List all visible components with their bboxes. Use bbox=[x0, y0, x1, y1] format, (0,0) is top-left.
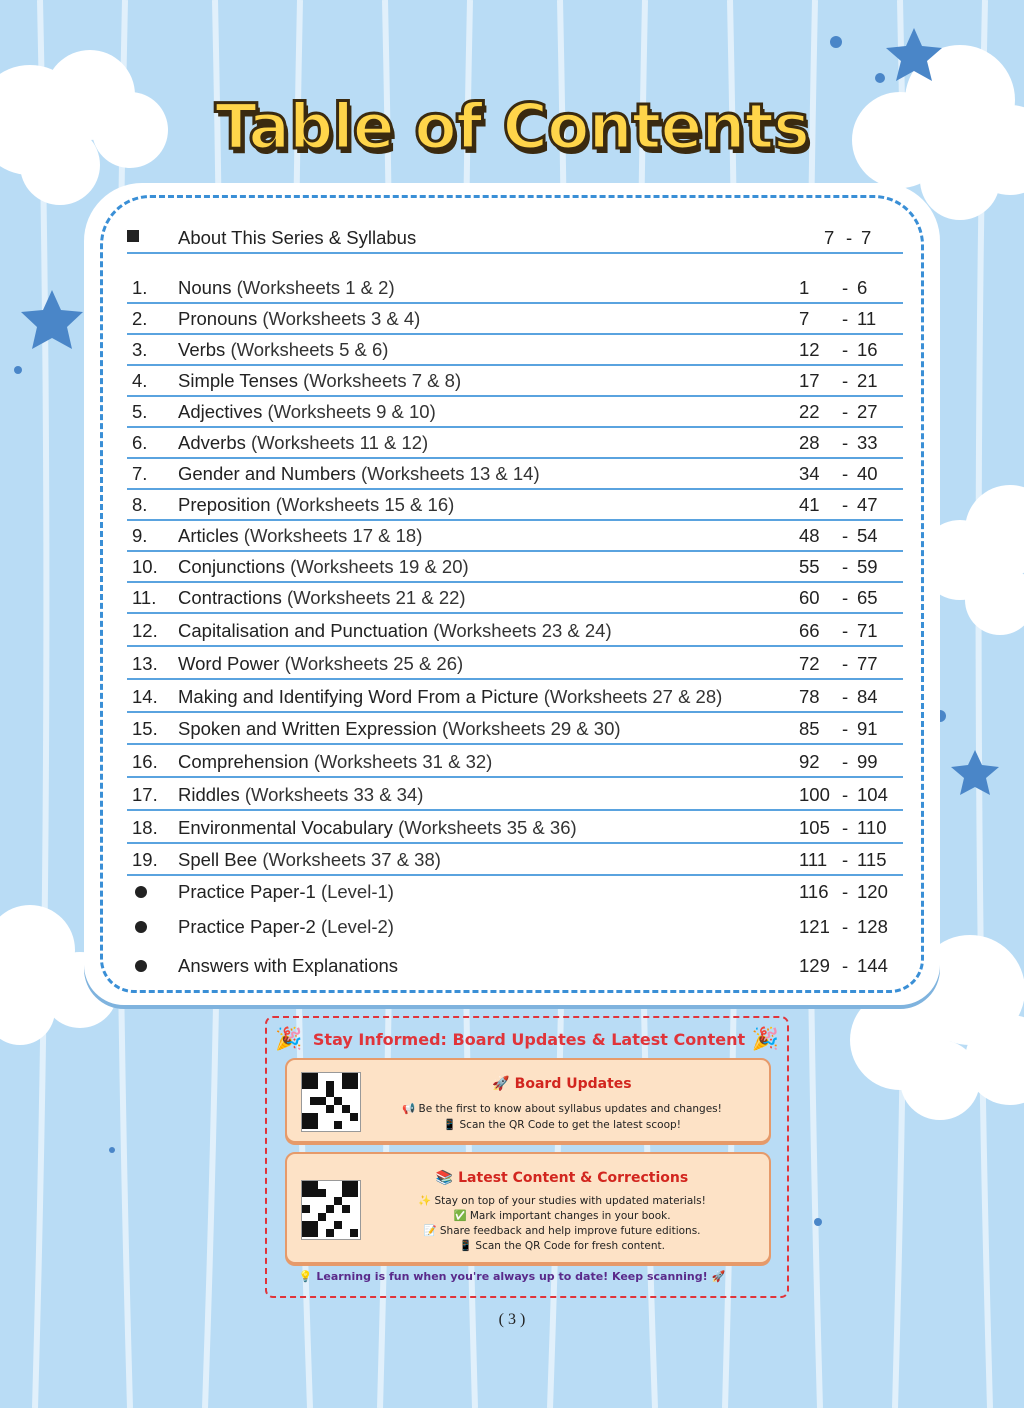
toc-topic bbox=[178, 784, 423, 806]
toc-topic-name: Practice Paper-1 bbox=[178, 881, 316, 902]
toc-row bbox=[127, 779, 903, 811]
toc-page-end: 16 bbox=[857, 339, 878, 360]
latest-content-heading: 📚 Latest Content & Corrections bbox=[435, 1170, 689, 1186]
toc-topic bbox=[178, 955, 398, 977]
toc-page-start: 85 bbox=[799, 718, 820, 739]
toc-row-extra bbox=[127, 950, 903, 980]
toc-topic-name: Gender and Numbers bbox=[178, 463, 356, 484]
board-updates-line: 📢 Be the first to know about syllabus updates and changes! bbox=[402, 1103, 722, 1115]
party-popper-icon: 🎉 bbox=[275, 1026, 303, 1051]
toc-page-end: 40 bbox=[857, 463, 878, 484]
toc-page-end: 77 bbox=[857, 653, 878, 674]
qr-code-icon bbox=[302, 1073, 358, 1129]
toc-topic-name: Nouns bbox=[178, 277, 232, 298]
toc-page-start: 105 bbox=[799, 817, 830, 838]
toc-page-end: 110 bbox=[857, 817, 887, 838]
toc-topic-name: Environmental Vocabulary bbox=[178, 817, 393, 838]
toc-row bbox=[127, 489, 903, 521]
toc-page-dash: - bbox=[842, 881, 849, 902]
toc-page-start: 12 bbox=[799, 339, 820, 360]
toc-page-end: 6 bbox=[857, 277, 868, 298]
toc-topic-name: Practice Paper-2 bbox=[178, 916, 316, 937]
toc-page-start: 100 bbox=[799, 784, 830, 805]
toc-topic: About This Series & Syllabus bbox=[178, 227, 417, 248]
qr-code-latest-content[interactable] bbox=[301, 1180, 361, 1240]
toc-page-dash: - bbox=[842, 494, 849, 515]
toc-page-dash: - bbox=[846, 227, 853, 248]
toc-number: 15. bbox=[132, 718, 158, 739]
latest-content-panel bbox=[285, 1152, 771, 1264]
toc-page-end: 11 bbox=[857, 308, 877, 329]
toc-topic bbox=[178, 653, 463, 675]
toc-topic bbox=[178, 308, 420, 330]
toc-topic-name: Preposition bbox=[178, 494, 271, 515]
toc-page-start: 78 bbox=[799, 686, 820, 707]
toc-topic bbox=[178, 620, 612, 642]
toc-topic bbox=[178, 494, 454, 516]
bullet-icon bbox=[135, 960, 147, 972]
toc-worksheets: (Worksheets 13 & 14) bbox=[361, 463, 540, 484]
toc-page-start: 28 bbox=[799, 432, 820, 453]
toc-number: 17. bbox=[132, 784, 158, 805]
toc-page-start: 92 bbox=[799, 751, 820, 772]
toc-page-end: 120 bbox=[857, 881, 888, 902]
party-popper-icon: 🎉 bbox=[751, 1026, 779, 1051]
toc-page-dash: - bbox=[842, 955, 849, 976]
toc-number: 1. bbox=[132, 277, 148, 298]
toc-topic-name: Articles bbox=[178, 525, 239, 546]
toc-number: 19. bbox=[132, 849, 158, 870]
toc-topic bbox=[178, 370, 461, 392]
toc-worksheets: (Worksheets 1 & 2) bbox=[236, 277, 395, 298]
toc-topic bbox=[178, 277, 395, 299]
toc-topic-name: Answers with Explanations bbox=[178, 955, 399, 976]
toc-page-dash: - bbox=[842, 463, 849, 484]
toc-number: 14. bbox=[132, 686, 158, 707]
toc-page-end: 144 bbox=[857, 955, 888, 976]
toc-row bbox=[127, 746, 903, 778]
toc-worksheets: (Level-1) bbox=[320, 881, 394, 902]
toc-row bbox=[127, 396, 903, 428]
toc-worksheets: (Worksheets 23 & 24) bbox=[433, 620, 612, 641]
toc-number: 5. bbox=[132, 401, 148, 422]
toc-worksheets: (Worksheets 27 & 28) bbox=[543, 686, 723, 707]
toc-page-end: 33 bbox=[857, 432, 878, 453]
toc-topic bbox=[178, 916, 394, 938]
toc-page-start: 34 bbox=[799, 463, 820, 484]
toc-topic bbox=[178, 686, 722, 708]
board-updates-heading: 🚀 Board Updates bbox=[492, 1076, 632, 1092]
toc-topic-name: Making and Identifying Word From a Picture bbox=[178, 686, 539, 707]
toc-page-start: 60 bbox=[799, 587, 820, 608]
info-footer-text: 💡 Learning is fun when you're always up to date! Keep scanning! 🚀 bbox=[298, 1270, 726, 1283]
toc-worksheets: (Worksheets 11 & 12) bbox=[251, 432, 429, 453]
toc-page-end: 84 bbox=[857, 686, 878, 707]
toc-topic bbox=[178, 718, 621, 740]
toc-number: 9. bbox=[132, 525, 148, 546]
toc-row bbox=[127, 648, 903, 680]
toc-number: 11. bbox=[132, 587, 157, 608]
toc-row bbox=[127, 334, 903, 366]
toc-topic-name: Adjectives bbox=[178, 401, 263, 422]
toc-topic bbox=[178, 432, 428, 454]
toc-row-extra bbox=[127, 911, 903, 941]
toc-worksheets: (Worksheets 25 & 26) bbox=[284, 653, 464, 674]
toc-worksheets: (Worksheets 31 & 32) bbox=[313, 751, 493, 772]
toc-row bbox=[127, 713, 903, 745]
toc-page-dash: - bbox=[842, 784, 849, 805]
toc-topic-name: Conjunctions bbox=[178, 556, 285, 577]
toc-row bbox=[127, 681, 903, 713]
toc-topic-name: Comprehension bbox=[178, 751, 309, 772]
toc-topic bbox=[178, 525, 422, 547]
toc-worksheets: (Worksheets 19 & 20) bbox=[290, 556, 469, 577]
toc-page-start: 72 bbox=[799, 653, 820, 674]
qr-code-board-updates[interactable] bbox=[301, 1072, 361, 1132]
toc-page-dash: - bbox=[842, 916, 849, 937]
toc-topic bbox=[178, 556, 469, 578]
page-number: ( 3 ) bbox=[498, 1311, 526, 1328]
toc-row bbox=[127, 365, 903, 397]
toc-topic bbox=[178, 463, 540, 485]
toc-number: 4. bbox=[132, 370, 148, 391]
toc-row bbox=[127, 812, 903, 844]
bullet-icon bbox=[135, 921, 147, 933]
toc-page-dash: - bbox=[842, 587, 849, 608]
toc-topic-name: Word Power bbox=[178, 653, 280, 674]
toc-number: 2. bbox=[132, 308, 148, 329]
toc-topic bbox=[178, 849, 441, 871]
toc-page-start: 1 bbox=[799, 277, 810, 298]
toc-worksheets: (Worksheets 3 & 4) bbox=[262, 308, 421, 329]
toc-page-dash: - bbox=[842, 817, 849, 838]
toc-number: 13. bbox=[132, 653, 158, 674]
square-bullet-icon bbox=[127, 230, 139, 242]
qr-code-icon bbox=[302, 1181, 358, 1237]
latest-content-line: 📱 Scan the QR Code for fresh content. bbox=[459, 1240, 665, 1252]
toc-topic bbox=[178, 751, 492, 773]
latest-content-line: ✅ Mark important changes in your book. bbox=[453, 1210, 671, 1222]
toc-worksheets: (Worksheets 29 & 30) bbox=[441, 718, 621, 739]
toc-page-end: 59 bbox=[857, 556, 878, 577]
toc-page-dash: - bbox=[842, 525, 849, 546]
toc-topic-name: Spell Bee bbox=[178, 849, 258, 870]
page-title: Table of Contents bbox=[214, 90, 810, 163]
toc-page-start: 48 bbox=[799, 525, 820, 546]
toc-page-dash: - bbox=[842, 718, 849, 739]
toc-worksheets: (Worksheets 21 & 22) bbox=[287, 587, 466, 608]
toc-row bbox=[127, 582, 903, 614]
toc-page-end: 54 bbox=[857, 525, 878, 546]
toc-topic-name: Simple Tenses bbox=[178, 370, 298, 391]
toc-page-dash: - bbox=[842, 339, 849, 360]
toc-page-end: 27 bbox=[857, 401, 878, 422]
toc-number: 12. bbox=[132, 620, 158, 641]
toc-page-end: 99 bbox=[857, 751, 878, 772]
toc-worksheets: (Worksheets 33 & 34) bbox=[244, 784, 424, 805]
latest-content-line: 📝 Share feedback and help improve future editions. bbox=[423, 1225, 701, 1237]
toc-topic-name: Capitalisation and Punctuation bbox=[178, 620, 428, 641]
toc-topic bbox=[178, 587, 466, 609]
toc-worksheets: (Worksheets 9 & 10) bbox=[267, 401, 436, 422]
toc-number: 6. bbox=[132, 432, 148, 453]
toc-page-dash: - bbox=[842, 620, 849, 641]
toc-page-start: 22 bbox=[799, 401, 820, 422]
toc-page-start: 116 bbox=[799, 881, 829, 902]
toc-page-end: 104 bbox=[857, 784, 888, 805]
toc-row bbox=[127, 844, 903, 876]
toc-worksheets: (Worksheets 5 & 6) bbox=[230, 339, 389, 360]
toc-page-start: 7 bbox=[824, 227, 835, 248]
toc-page-dash: - bbox=[842, 653, 849, 674]
toc-page-end: 47 bbox=[857, 494, 878, 515]
toc-row bbox=[127, 458, 903, 490]
toc-topic-name: Riddles bbox=[178, 784, 240, 805]
toc-page-start: 129 bbox=[799, 955, 830, 976]
toc-worksheets: (Worksheets 15 & 16) bbox=[275, 494, 455, 515]
toc-page-end: 65 bbox=[857, 587, 878, 608]
toc-topic bbox=[178, 401, 436, 423]
toc-topic bbox=[178, 339, 388, 361]
toc-row bbox=[127, 551, 903, 583]
toc-topic-name: Verbs bbox=[178, 339, 226, 360]
toc-page-start: 41 bbox=[799, 494, 820, 515]
toc-page-dash: - bbox=[842, 751, 849, 772]
info-box bbox=[265, 1016, 789, 1298]
toc-page-end: 128 bbox=[857, 916, 888, 937]
toc-page-end: 91 bbox=[857, 718, 878, 739]
toc-page-start: 55 bbox=[799, 556, 820, 577]
toc-worksheets: (Worksheets 35 & 36) bbox=[398, 817, 577, 838]
toc-page-end: 7 bbox=[861, 227, 872, 248]
toc-row bbox=[127, 520, 903, 552]
toc-row bbox=[127, 427, 903, 459]
bullet-icon bbox=[135, 886, 147, 898]
toc-number: 7. bbox=[132, 463, 148, 484]
toc-page-start: 111 bbox=[799, 849, 828, 870]
toc-row-intro bbox=[127, 222, 903, 254]
toc-page-end: 71 bbox=[857, 620, 878, 641]
toc-page-dash: - bbox=[842, 432, 849, 453]
toc-number: 3. bbox=[132, 339, 148, 360]
toc-page-start: 17 bbox=[799, 370, 820, 391]
toc-number: 16. bbox=[132, 751, 158, 772]
info-title: Stay Informed: Board Updates & Latest Content bbox=[312, 1030, 746, 1049]
toc-page-dash: - bbox=[842, 849, 849, 870]
toc-topic-name: Contractions bbox=[178, 587, 282, 608]
toc-row bbox=[127, 272, 903, 304]
toc-page-dash: - bbox=[842, 556, 849, 577]
toc-worksheets: (Worksheets 17 & 18) bbox=[243, 525, 423, 546]
toc-page-dash: - bbox=[842, 277, 849, 298]
toc-worksheets: (Worksheets 7 & 8) bbox=[303, 370, 462, 391]
toc-worksheets: (Worksheets 37 & 38) bbox=[262, 849, 441, 870]
toc-page-end: 115 bbox=[857, 849, 887, 870]
toc-page-start: 7 bbox=[799, 308, 810, 329]
toc-worksheets: (Level-2) bbox=[320, 916, 394, 937]
toc-number: 8. bbox=[132, 494, 148, 515]
toc-topic bbox=[178, 881, 394, 903]
toc-page-dash: - bbox=[842, 308, 849, 329]
toc-row bbox=[127, 303, 903, 335]
toc-number: 10. bbox=[132, 556, 158, 577]
toc-topic bbox=[178, 817, 577, 839]
toc-page-start: 121 bbox=[799, 916, 830, 937]
toc-topic-name: Pronouns bbox=[178, 308, 258, 329]
toc-page-dash: - bbox=[842, 401, 849, 422]
toc-row bbox=[127, 615, 903, 647]
toc-page-end: 21 bbox=[857, 370, 878, 391]
toc-page-start: 66 bbox=[799, 620, 820, 641]
board-updates-line: 📱 Scan the QR Code to get the latest scoop! bbox=[443, 1119, 681, 1131]
toc-topic-name: Adverbs bbox=[178, 432, 246, 453]
toc-number: 18. bbox=[132, 817, 158, 838]
board-updates-panel bbox=[285, 1058, 771, 1143]
toc-page-dash: - bbox=[842, 686, 849, 707]
toc-row-extra bbox=[127, 876, 903, 906]
toc-page-dash: - bbox=[842, 370, 849, 391]
toc-topic-name: Spoken and Written Expression bbox=[178, 718, 437, 739]
latest-content-line: ✨ Stay on top of your studies with updated materials! bbox=[418, 1195, 706, 1207]
